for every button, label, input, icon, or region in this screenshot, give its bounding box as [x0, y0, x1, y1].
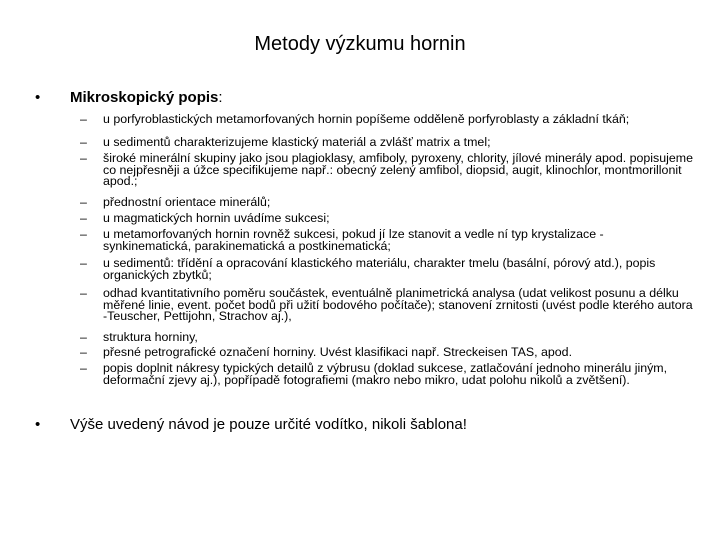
list-item-text: u sedimentů: třídění a opracování klastického materiálu, charakter tmelu (basální, pórový atd.), popis organických zbytků; [103, 256, 656, 282]
list-item-text: popis doplnit nákresy typických detailů z výbrusu (doklad sukcese, zatlačování jednoho minerálu jiným, deformační zjevy aj.), popřípadě fotografiemi (makro nebo mikro, udat polohu nikolů a zvětšení). [103, 361, 668, 387]
dash-icon: – [80, 135, 87, 149]
dash-icon: – [80, 227, 87, 241]
dash-icon: – [80, 256, 87, 270]
sub-item-list [0, 114, 720, 403]
list-item-text: přesné petrografické označení horniny. Uvést klasifikaci např. Streckeisen TAS, apod. [103, 345, 573, 359]
list-item [0, 114, 720, 137]
page-title: Metody výzkumu hornin [254, 33, 466, 55]
bullet-icon: • [35, 89, 41, 106]
section-heading-colon: : [218, 89, 223, 106]
list-item-text: odhad kvantitativního poměru součástek, eventuálně planimetrická analysa (udat velikost posunu a délku měřené linie, event. počet bodů při užití bodového počítače); stanovení zrnitosti (uvést podle kterého autora -Teuscher, Pettijohn, Strachov aj.), [103, 286, 693, 324]
list-item [0, 229, 720, 258]
list-item-text: u metamorfovaných hornin rovněž sukcesi, pokud jí lze stanovit a vedle ní typ krystalizace - synkinematická, parakinematická a postkinematická; [103, 227, 604, 253]
list-item-text: u sedimentů charakterizujeme klastický materiál a zvlášť matrix a tmel; [103, 135, 491, 149]
list-item [0, 288, 720, 332]
list-item [0, 363, 720, 403]
list-item [0, 153, 720, 197]
dash-icon: – [80, 361, 87, 375]
list-item-text: široké minerální skupiny jako jsou plagioklasy, amfiboly, pyroxeny, chlority, jílové minerály apod. popisujeme co nejpřesněji a úžce specifikujeme např.: obecný zelený amfibol, diopsid, augit, klinochlor, montmorillonit apod.; [103, 151, 693, 189]
dash-icon: – [80, 211, 87, 225]
list-item [0, 258, 720, 288]
section-heading [70, 89, 223, 107]
dash-icon: – [80, 286, 87, 300]
bullet-icon: • [35, 416, 41, 433]
closing-note: Výše uvedený návod je pouze určité vodítko, nikoli šablona! [70, 416, 467, 433]
list-item-text: u porfyroblastických metamorfovaných hornin popíšeme odděleně porfyroblasty a základní tkáň; [103, 112, 630, 126]
dash-icon: – [80, 345, 87, 359]
dash-icon: – [80, 112, 87, 126]
dash-icon: – [80, 195, 87, 209]
list-item-text: přednostní orientace minerálů; [103, 195, 271, 209]
section-heading-label: Mikroskopický popis [70, 89, 219, 106]
list-item-text: struktura horniny, [103, 330, 198, 344]
dash-icon: – [80, 151, 87, 165]
dash-icon: – [80, 330, 87, 344]
list-item-text: u magmatických hornin uvádíme sukcesi; [103, 211, 330, 225]
